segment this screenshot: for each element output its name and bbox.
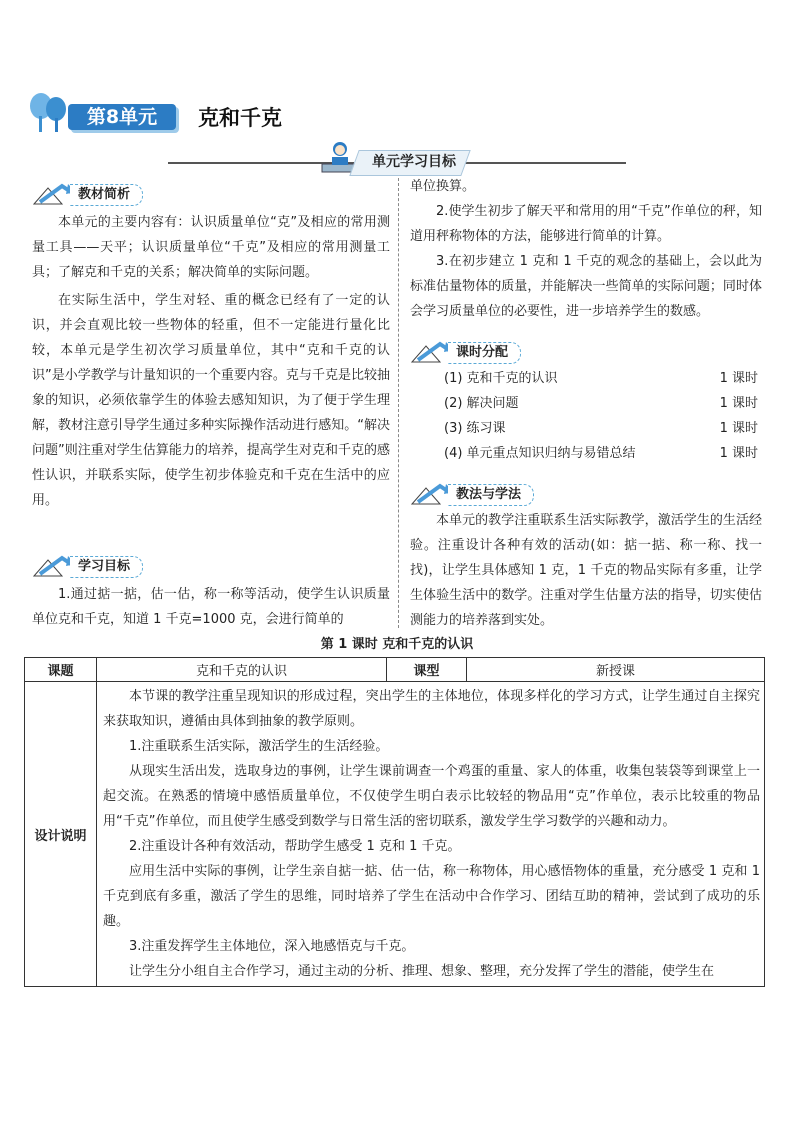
allocation-row: (2) 解决问题 1 课时 (444, 396, 758, 411)
section-methods-header: 教法与学法 (410, 478, 570, 508)
design-label: 设计说明 (25, 682, 97, 987)
objectives-continued: 单位换算。 2.使学生初步了解天平和常用的用“千克”作单位的秤，知道用秤称物体的方法，能够进行简单的计算。 3.在初步建立 1 克和 1 千克的观念的基础上，会以此为标准估量物体的质量，并能解决一些简单的实际问题；同时体会学习质量单位的必要性，进一步培养学生的数感。 (410, 179, 762, 319)
topic-value: 克和千克的认识 (97, 658, 387, 682)
allocation-row: (4) 单元重点知识归纳与易错总结 1 课时 (444, 446, 758, 461)
table-row (25, 658, 765, 682)
unit-header (28, 92, 328, 136)
lesson-table (24, 657, 765, 987)
goals-banner: 单元学习目标 (168, 140, 628, 176)
methods-text: 本单元的教学注重联系生活实际教学，激活学生的生活经验。注重设计各种有效的活动(如：掂一掂、称一称、找一找)，让学生具体感知 1 克，1 千克的物品实际有多重，让学生体验生活中的数学。注重对学生估量方法的指导，切实使估测能力的培养落到实处。 (410, 513, 762, 628)
allocation-row: (1) 克和千克的认识 1 课时 (444, 371, 758, 386)
design-content: 本节课的教学注重呈现知识的形成过程，突出学生的主体地位，体现多样化的学习方式，让学生通过自主探究来获取知识，遵循由具体到抽象的教学原则。 1.注重联系生活实际，激活学生的生活经验。 从现实生活出发，选取身边的事例，让学生课前调查一个鸡蛋的重量、家人的体重，收集包装袋等到课堂上一起交流。在熟悉的情境中感悟质量单位，不仅使学生明白表示比较轻的物品用“克”作单位，表示比较重的物品用“千克”作单位，而且使学生感受到数学与日常生活的密切联系，激发学生学习数学的兴趣和动力。 2.注重设计各种有效活动，帮助学生感受 1 克和 1 千克。 应用生活中实际的事例，让学生亲自掂一掂、估一估，称一称物体，用心感悟物体的重量，充分感受 1 克和 1 千克到底有多重，激活了学生的思维，同时培养了学生在活动中合作学习、团结互助的精神，尝试到了成功的乐趣。 3.注重发挥学生主体地位，深入地感悟克与千克。 让学生分小组自主合作学习，通过主动的分析、推理、想象、整理，充分发挥了学生的潜能，使学生在 (97, 682, 765, 987)
objective-1: 1.通过掂一掂，估一估，称一称等活动，使学生认识质量单位克和千克，知道 1 千克=1000 克，会进行简单的 (32, 587, 390, 627)
section-objectives-header: 学习目标 (32, 550, 172, 580)
topic-label: 课题 (25, 658, 97, 682)
type-label: 课型 (387, 658, 467, 682)
allocation-row: (3) 练习课 1 课时 (444, 421, 758, 436)
table-row (25, 682, 765, 987)
tree-icon (28, 92, 68, 134)
section-analysis-header: 教材简析 (32, 178, 172, 208)
unit-title: 克和千克 (198, 106, 282, 130)
unit-badge: 第8单元 (68, 104, 176, 130)
paragraph: 本单元的主要内容有：认识质量单位“克”及相应的常用测量工具——天平；认识质量单位“千克”及相应的常用测量工具；了解克和千克的关系；解决简单的实际问题。 (32, 215, 390, 280)
lesson-heading: 第 1 课时 克和千克的认识 (320, 637, 474, 652)
section-allocation-header: 课时分配 (410, 336, 550, 366)
analysis-text (32, 210, 390, 513)
paragraph: 在实际生活中，学生对轻、重的概念已经有了一定的认识，并会直观比较一些物体的轻重，但不一定能进行量化比较，本单元是学生初次学习质量单位，其中“克和千克的认识”是小学教学与计量知识的一个重要内容。克与千克是比较抽象的知识，必须依靠学生的体验去感知知识，为了便于学生理解，教材注意引导学生通过多种实际操作活动进行感知。“解决问题”则注重对学生估算能力的培养，提高学生对克和千克的感性认识，并联系实际，使学生初步体验克和千克在生活中的应用。 (32, 293, 390, 508)
type-value: 新授课 (467, 658, 765, 682)
column-divider (398, 178, 399, 628)
